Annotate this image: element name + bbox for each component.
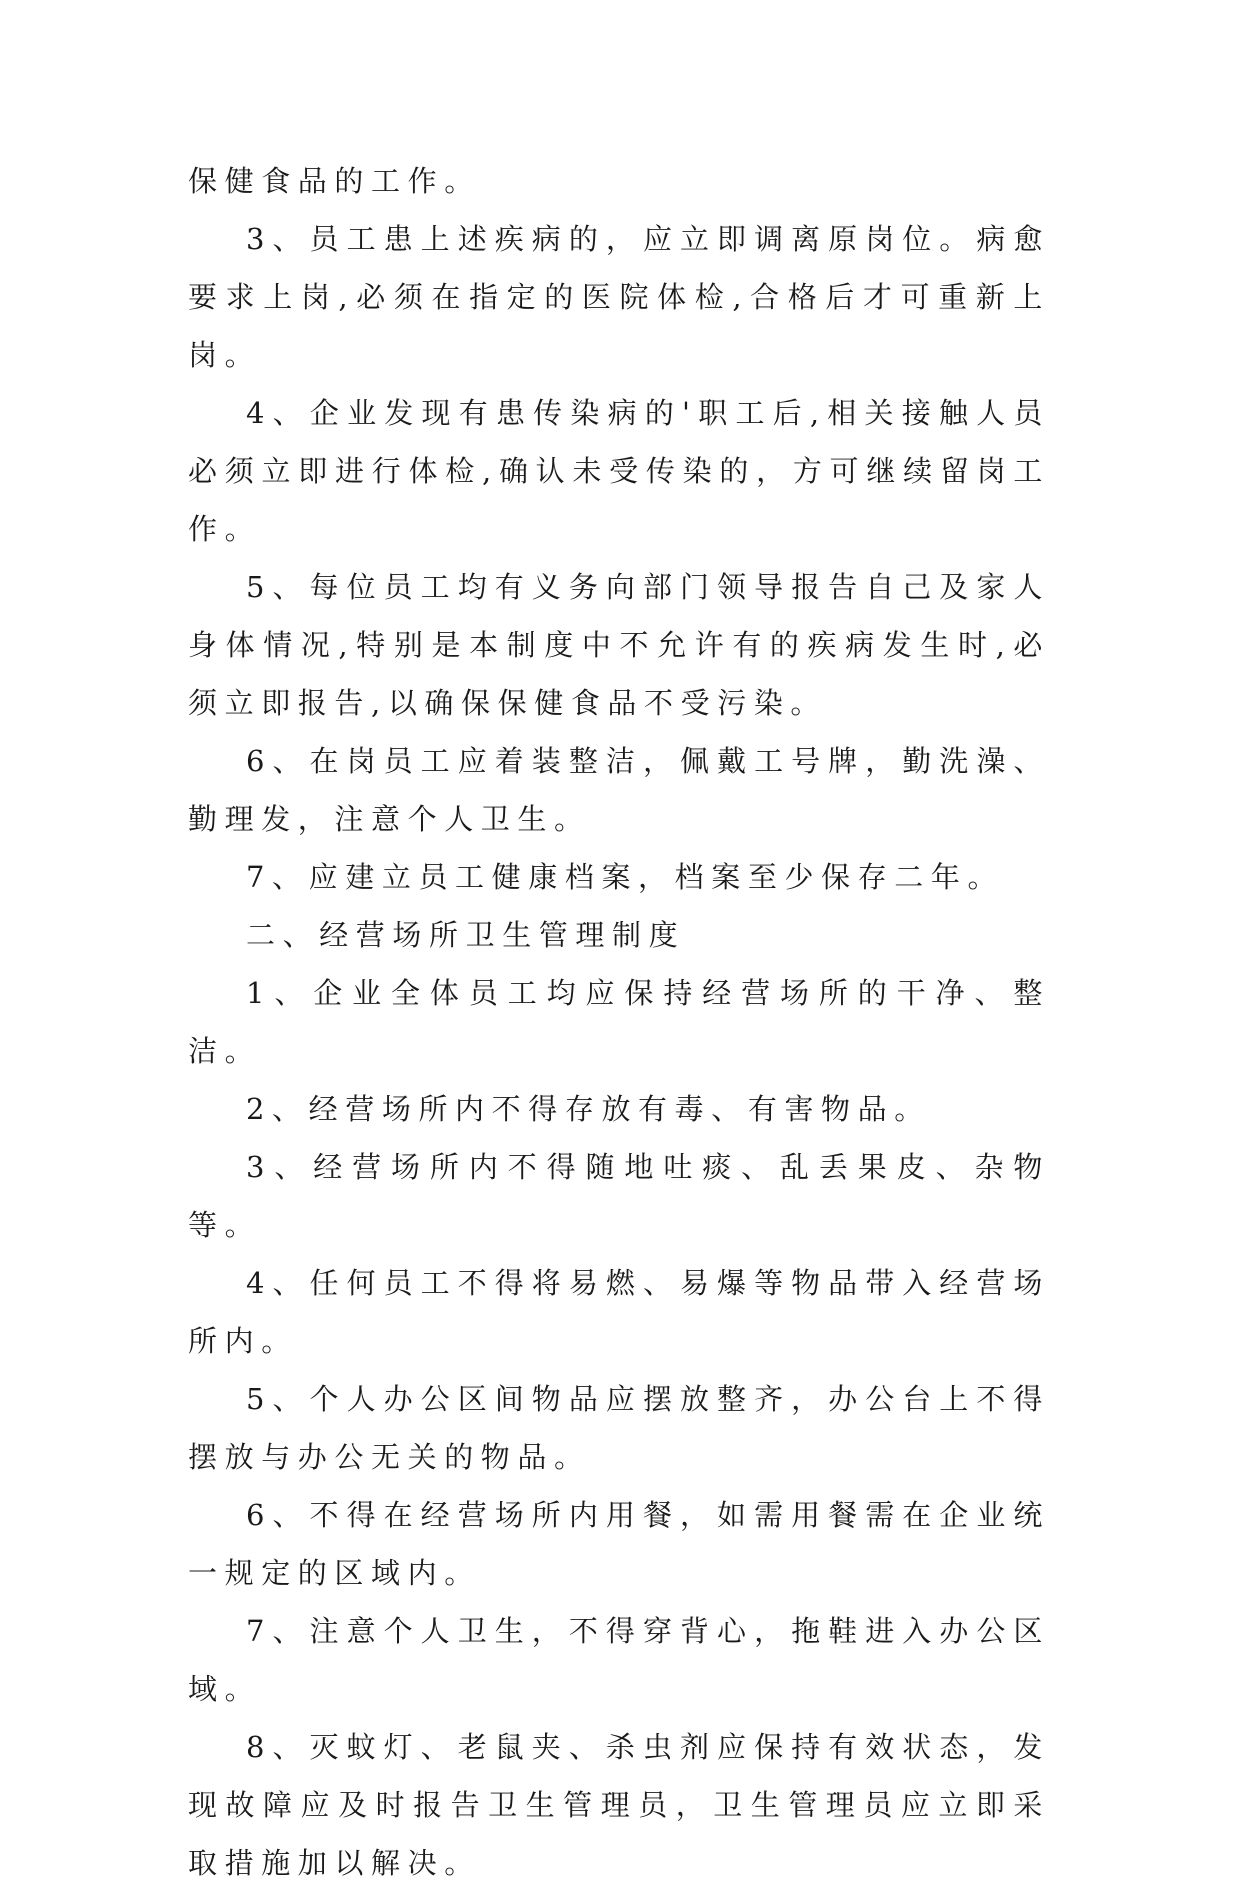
paragraph-continuation: 保健食品的工作。	[188, 164, 481, 198]
paragraph-item-3: 3、员工患上述疾病的，应立即调离原岗位。病愈要求上岗,必须在指定的医院体检,合格后才可重新上岗。	[188, 222, 1050, 372]
paragraph-rule-8: 8、灭蚊灯、老鼠夹、杀虫剂应保持有效状态，发现故障应及时报告卫生管理员，卫生管理员应立即采取措施加以解决。	[188, 1730, 1050, 1880]
paragraph-item-6: 6、在岗员工应着装整洁，佩戴工号牌，勤洗澡、勤理发，注意个人卫生。	[188, 744, 1050, 836]
paragraph-item-4: 4、企业发现有患传染病的'职工后,相关接触人员必须立即进行体检,确认未受传染的，方可继续留岗工作。	[188, 396, 1050, 546]
paragraph-item-5: 5、每位员工均有义务向部门领导报告自己及家人身体情况,特别是本制度中不允许有的疾病发生时,必须立即报告,以确保保健食品不受污染。	[188, 570, 1050, 720]
paragraph-rule-6: 6、不得在经营场所内用餐，如需用餐需在企业统一规定的区域内。	[188, 1498, 1050, 1590]
paragraph-rule-7: 7、注意个人卫生，不得穿背心，拖鞋进入办公区域。	[188, 1614, 1050, 1706]
paragraph-rule-2: 2、经营场所内不得存放有毒、有害物品。	[246, 1092, 931, 1126]
section-heading: 二、经营场所卫生管理制度	[246, 918, 686, 952]
paragraph-rule-1: 1、企业全体员工均应保持经营场所的干净、整洁。	[188, 976, 1050, 1068]
paragraph-item-7: 7、应建立员工健康档案，档案至少保存二年。	[246, 860, 1005, 894]
document-body	[188, 152, 1050, 1892]
paragraph-rule-3: 3、经营场所内不得随地吐痰、乱丢果皮、杂物等。	[188, 1150, 1050, 1242]
paragraph-rule-4: 4、任何员工不得将易燃、易爆等物品带入经营场所内。	[188, 1266, 1050, 1358]
paragraph-rule-5: 5、个人办公区间物品应摆放整齐，办公台上不得摆放与办公无关的物品。	[188, 1382, 1050, 1474]
